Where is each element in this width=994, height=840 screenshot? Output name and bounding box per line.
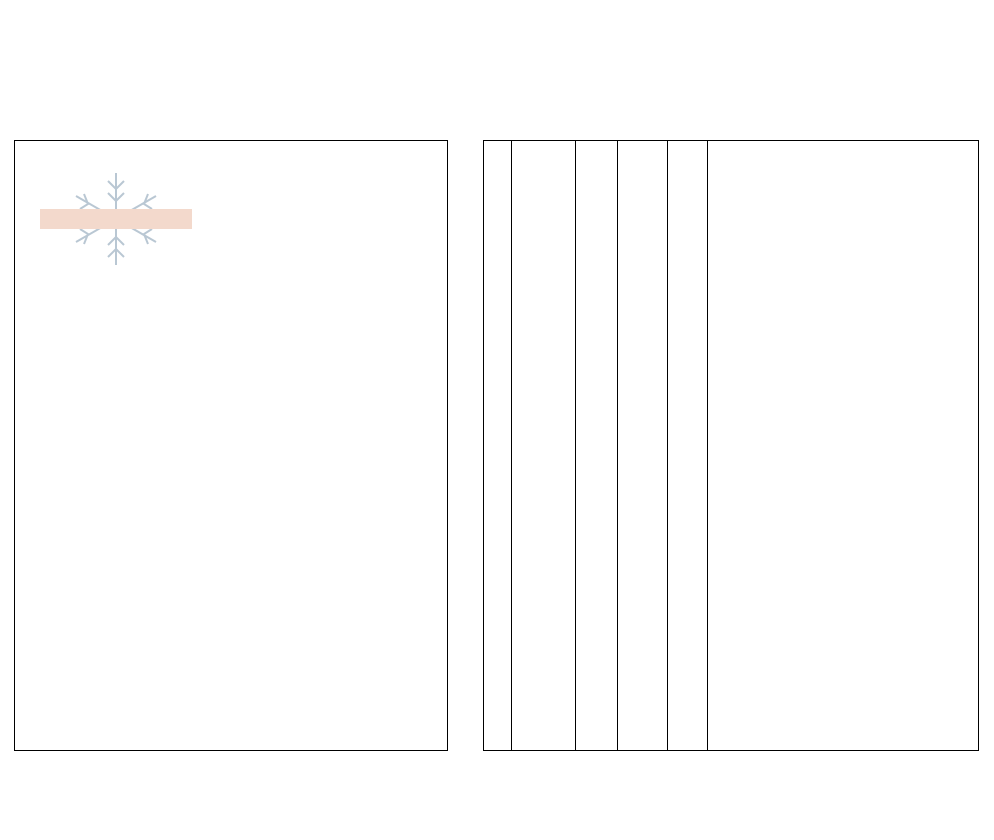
- hardness-graph-frame: [15, 141, 448, 751]
- snowpilot-logo: [40, 173, 192, 265]
- layer-table-frame: [484, 141, 979, 751]
- layer-table-dividers: [512, 140, 708, 751]
